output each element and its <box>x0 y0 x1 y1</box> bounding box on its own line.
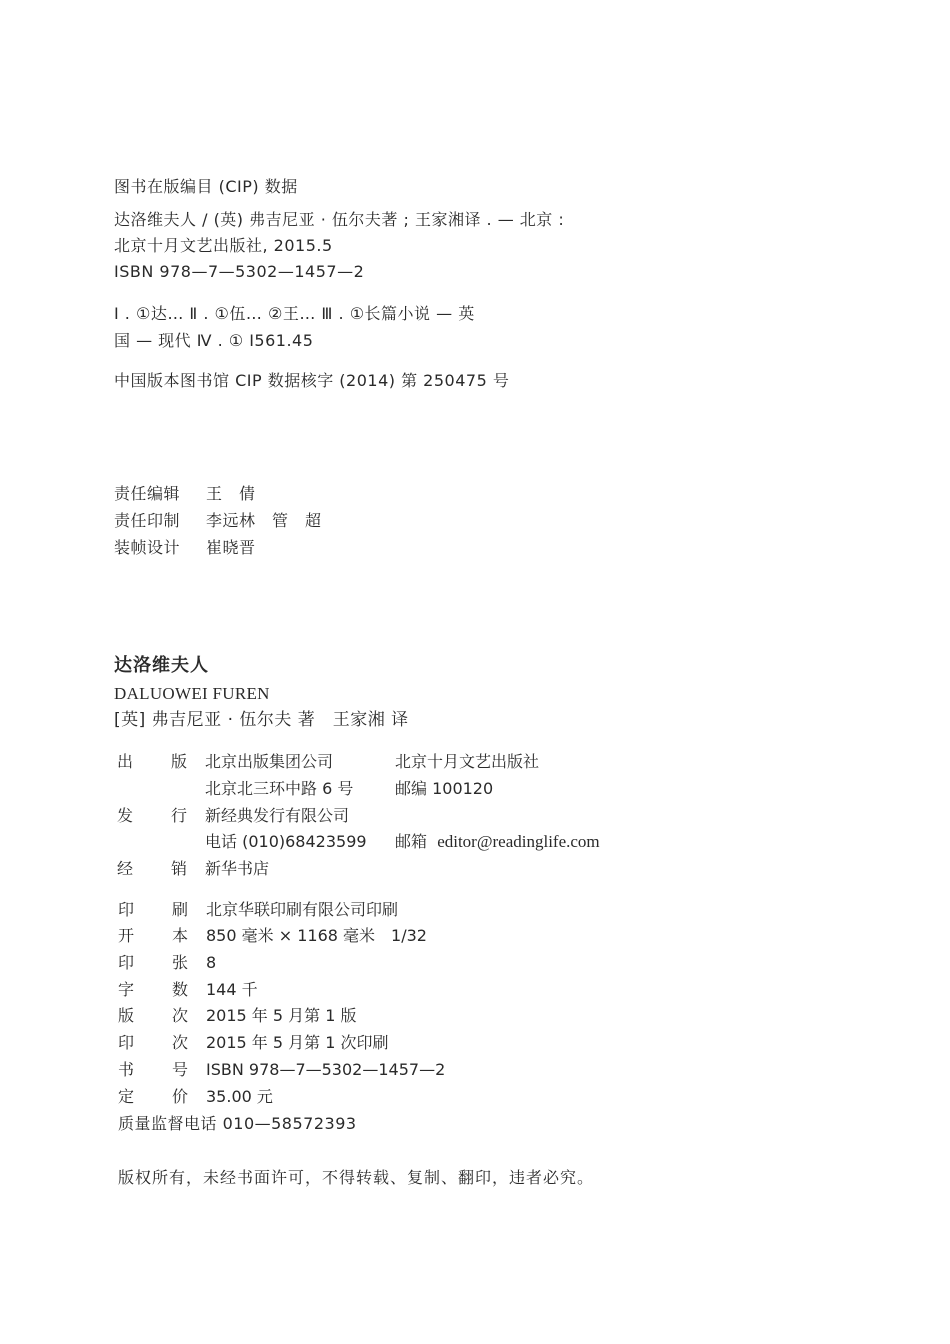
staff-role: 责任印制 <box>114 511 181 530</box>
spec-value: 850 毫米 × 1168 毫米 1/32 <box>206 926 427 945</box>
publisher-name: 北京出版集团公司 <box>205 752 334 771</box>
book-authors: [英] 弗吉尼亚 · 伍尔夫 著 王家湘 译 <box>114 710 409 730</box>
spec-label: 本 <box>172 926 189 945</box>
book-title-en: DALUOWEI FUREN <box>114 684 270 703</box>
staff-row <box>114 484 256 504</box>
spec-label: 开 <box>118 926 135 945</box>
cip-line-4: Ⅰ . ①达… Ⅱ . ①伍… ②王… Ⅲ . ①长篇小说 — 英 <box>114 304 475 323</box>
spec-label: 印 <box>118 900 135 919</box>
spec-value: 2015 年 5 月第 1 次印刷 <box>206 1033 389 1052</box>
email-address: editor@readinglife.com <box>437 832 600 851</box>
spec-label: 印 <box>118 1033 135 1052</box>
cip-line-1: 达洛维夫人 / (英) 弗吉尼亚 · 伍尔夫著 ; 王家湘译 . — 北京 : <box>114 210 565 229</box>
spec-label: 张 <box>172 953 189 972</box>
sell-label: 经 <box>117 859 134 878</box>
quality-phone: 质量监督电话 010—58572393 <box>118 1114 357 1133</box>
publisher-name: 北京十月文艺出版社 <box>395 752 540 771</box>
staff-name: 崔晓晋 <box>206 538 256 557</box>
spec-label: 次 <box>172 1006 189 1025</box>
staff-role: 责任编辑 <box>114 484 181 503</box>
publisher-postcode: 邮编 100120 <box>395 779 494 798</box>
spec-value: 144 千 <box>206 980 258 999</box>
seller-name: 新华书店 <box>205 859 270 878</box>
staff-row <box>114 511 322 531</box>
staff-role: 装帧设计 <box>114 538 181 557</box>
distribute-label: 发 <box>117 806 134 825</box>
sell-label: 销 <box>171 859 188 878</box>
publish-label: 版 <box>171 752 188 771</box>
staff-name: 王 倩 <box>206 484 256 503</box>
spec-label: 版 <box>118 1006 135 1025</box>
publish-label: 出 <box>117 752 134 771</box>
contact-phone: 电话 (010)68423599 <box>205 832 367 851</box>
spec-label: 印 <box>118 953 135 972</box>
rights-notice: 版权所有，未经书面许可，不得转载、复制、翻印，违者必究。 <box>118 1168 595 1187</box>
spec-label: 定 <box>118 1087 135 1106</box>
spec-value: ISBN 978—7—5302—1457—2 <box>206 1060 446 1079</box>
spec-label: 价 <box>172 1087 189 1106</box>
cip-line-5: 国 — 现代 Ⅳ . ① I561.45 <box>114 331 314 350</box>
cip-line-3: ISBN 978—7—5302—1457—2 <box>114 262 365 281</box>
book-title-cn: 达洛维夫人 <box>114 655 209 676</box>
cip-line-2: 北京十月文艺出版社, 2015.5 <box>114 236 333 255</box>
staff-name: 李远林 管 超 <box>206 511 322 530</box>
cip-line-6: 中国版本图书馆 CIP 数据核字 (2014) 第 250475 号 <box>114 371 510 390</box>
distribute-label: 行 <box>171 806 188 825</box>
publisher-address: 北京北三环中路 6 号 <box>205 779 354 798</box>
spec-value: 2015 年 5 月第 1 版 <box>206 1006 357 1025</box>
cip-heading: 图书在版编目 (CIP) 数据 <box>114 177 298 196</box>
spec-label: 书 <box>118 1060 135 1079</box>
staff-row <box>114 538 256 558</box>
spec-label: 数 <box>172 980 189 999</box>
contact-email <box>395 832 600 852</box>
email-label: 邮箱 <box>395 832 428 851</box>
spec-label: 刷 <box>172 900 189 919</box>
spec-label: 次 <box>172 1033 189 1052</box>
distributor-name: 新经典发行有限公司 <box>205 806 350 825</box>
spec-value: 北京华联印刷有限公司印刷 <box>206 900 399 919</box>
spec-value: 35.00 元 <box>206 1087 273 1106</box>
spec-value: 8 <box>206 953 217 972</box>
spec-label: 字 <box>118 980 135 999</box>
spec-label: 号 <box>172 1060 189 1079</box>
